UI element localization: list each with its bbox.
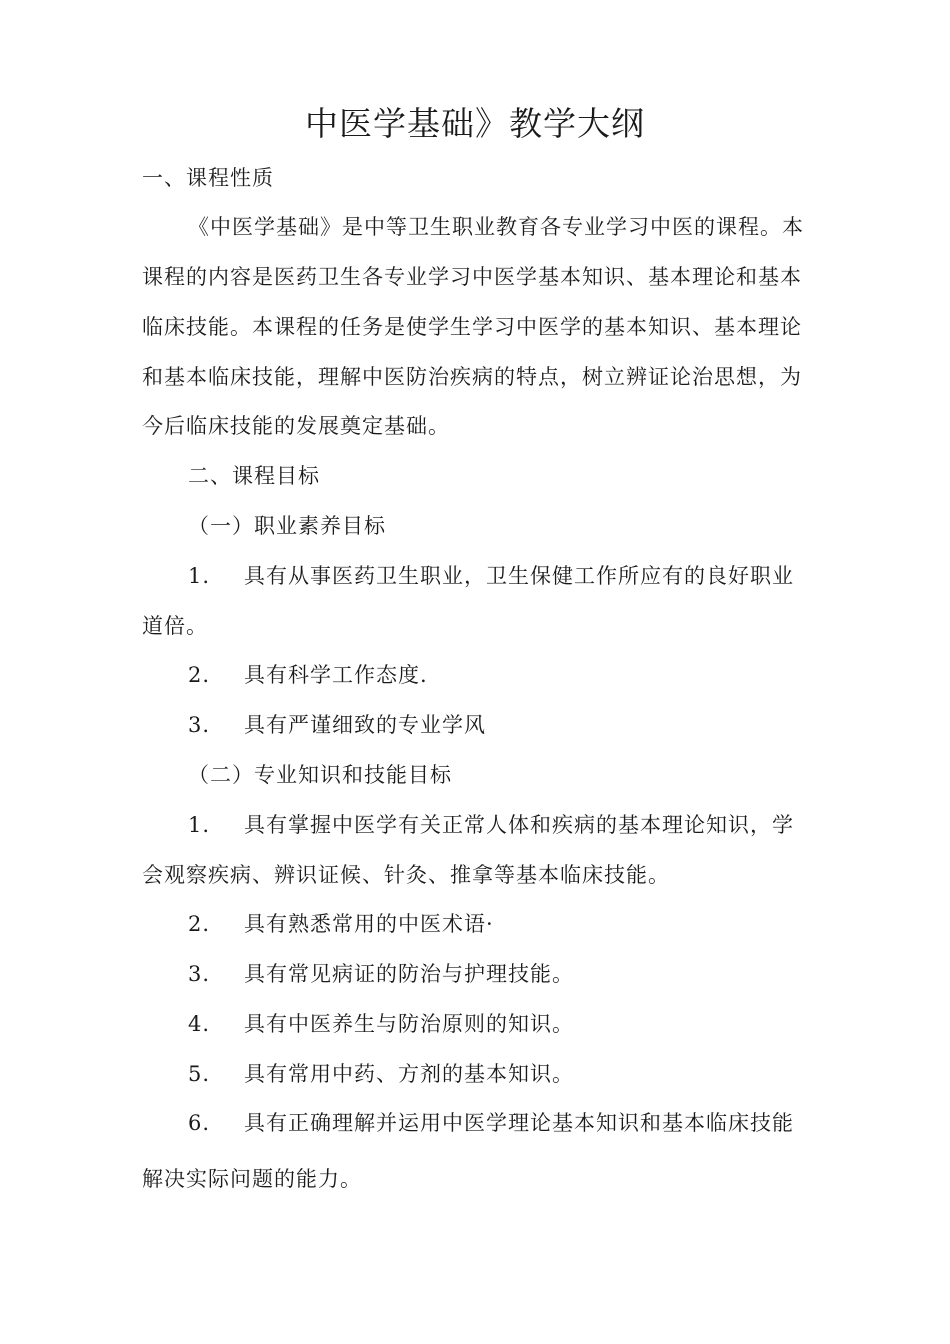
list-item-text: 具有科学工作态度. (244, 663, 428, 687)
list-item (188, 1009, 878, 1039)
list-item-number: 3. (188, 713, 211, 737)
list-item-continuation: 道倍。 (142, 614, 208, 638)
paragraph-line-5: 今后临床技能的发展奠定基础。 (142, 414, 450, 438)
list-item-text: 具有中医养生与防治原则的知识。 (244, 1012, 574, 1036)
list-item-text: 具有正确理解并运用中医学理论基本知识和基本临床技能 (244, 1111, 794, 1135)
list-item (188, 909, 878, 939)
section-heading-nature: 一、课程性质 (142, 166, 274, 190)
subsection-heading-knowledge: （二）专业知识和技能目标 (188, 763, 452, 787)
paragraph-line-1: 《中医学基础》是中等卫生职业教育各专业学习中医的课程。本 (188, 215, 804, 239)
list-item-text: 具有熟悉常用的中医术语· (244, 912, 494, 936)
list-item (188, 959, 878, 989)
list-item (188, 710, 878, 740)
list-item-number: 1. (188, 564, 211, 588)
list-item-continuation: 解决实际问题的能力。 (142, 1167, 362, 1191)
list-item-text: 具有常见病证的防治与护理技能。 (244, 962, 574, 986)
list-item-number: 1. (188, 813, 211, 837)
list-item-text: 具有从事医药卫生职业，卫生保健工作所应有的良好职业 (244, 564, 794, 588)
section-heading-goals: 二、课程目标 (188, 464, 320, 488)
subsection-heading-professional: （一）职业素养目标 (188, 514, 386, 538)
list-item-number: 4. (188, 1012, 211, 1036)
paragraph-line-3: 临床技能。本课程的任务是使学生学习中医学的基本知识、基本理论 (142, 315, 802, 339)
paragraph-line-4: 和基本临床技能，理解中医防治疾病的特点，树立辨证论治思想，为 (142, 365, 802, 389)
list-item-number: 2. (188, 663, 211, 687)
list-item-number: 6. (188, 1111, 211, 1135)
list-item (188, 561, 878, 591)
list-item (188, 810, 878, 840)
document-title: 中医学基础》教学大纲 (305, 104, 645, 143)
list-item-text: 具有常用中药、方剂的基本知识。 (244, 1062, 574, 1086)
paragraph-line-2: 课程的内容是医药卫生各专业学习中医学基本知识、基本理论和基本 (142, 265, 802, 289)
list-item-number: 2. (188, 912, 211, 936)
list-item-text: 具有掌握中医学有关正常人体和疾病的基本理论知识，学 (244, 813, 794, 837)
list-item-number: 3. (188, 962, 211, 986)
list-item-text: 具有严谨细致的专业学风 (244, 713, 486, 737)
list-item (188, 1108, 878, 1138)
list-item-number: 5. (188, 1062, 211, 1086)
list-item-continuation: 会观察疾病、辨识证候、针灸、推拿等基本临床技能。 (142, 863, 670, 887)
list-item (188, 1059, 878, 1089)
list-item (188, 660, 878, 690)
